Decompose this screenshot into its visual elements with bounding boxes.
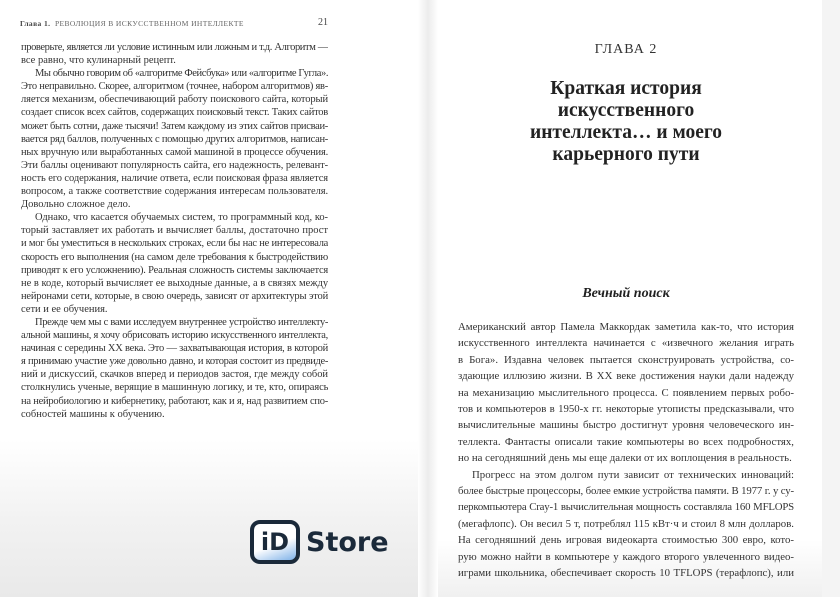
- text-line: ных вручную или выработанных самой машиной в процессе обучения.: [21, 146, 328, 158]
- text-line: Прежде чем мы с вами исследуем внутреннее устройство интеллекту-: [35, 316, 328, 328]
- running-head-chapter: Глава 1.: [20, 19, 51, 28]
- text-line: перкомпьютера Cray-1 вычислительная мощность составляла 160 MFLOPS: [458, 501, 794, 514]
- text-line: На сегодняшний день игровая видеокарта стоимостью 300 евро, кото-: [458, 534, 794, 547]
- text-line: начиная с середины XX века. Это — захватывающая история, в которой: [21, 343, 328, 355]
- idstore-watermark-logo: [250, 520, 389, 564]
- text-line: вычислительные машины быстро достигнут уровня человеческого ин-: [458, 419, 794, 432]
- text-line: на механизацию мыслительного процесса. С появлением первых робо-: [458, 386, 794, 399]
- text-line: Это неправильно. Скорее, алгоритмом (точнее, набором алгоритмов) яв-: [21, 81, 328, 93]
- chapter-title-line: интеллекта… и моего: [529, 122, 723, 143]
- text-line: вопросом, а также соответствие содержания интересам пользователя.: [21, 186, 328, 198]
- text-line: Прогресс на этом долгом пути зависит от технических инноваций:: [472, 468, 794, 481]
- text-line: нейронами сети, которые, в свою очередь, зависят от архитектуры этой: [21, 290, 328, 302]
- text-line: (мегафлопс). Он весил 5 т, потреблял 115 кВт·ч и стоил 8 млн долларов.: [458, 517, 794, 530]
- text-line: все равно, что кулинарный рецепт.: [21, 55, 176, 67]
- text-line: вается ряд баллов, полученных с помощью других алгоритмов, написан-: [21, 133, 328, 145]
- text-line: приводят к его усложнению). Реальная сложность системы заключается: [21, 264, 328, 276]
- text-line: но на сегодняшний день мы еще далеки от их воплощения в реальность.: [458, 452, 792, 465]
- text-line: и мог бы уместиться в нескольких строках, если бы нас не интересовала: [21, 238, 328, 250]
- running-head-title: РЕВОЛЮЦИЯ В ИСКУССТВЕННОМ ИНТЕЛЛЕКТЕ: [54, 19, 244, 28]
- text-line: ность его содержания, наличие ответа, если поисковая фраза является: [21, 172, 328, 184]
- page-number: 21: [318, 17, 328, 28]
- text-line: искусственного интеллекта начинается с «извечного желания играть: [458, 337, 794, 350]
- text-line: создает список всех сайтов, содержащих поисковый текст. Таких сайтов: [21, 107, 328, 119]
- logo-mark: iD: [250, 520, 300, 564]
- text-line: скорость его выполнения (на самом деле требования к быстродействию: [21, 251, 328, 263]
- text-line: ний и дискуссий, скачков вперед и периодов застоя, где между собой: [21, 369, 328, 381]
- left-body-text: [21, 41, 328, 421]
- section-title: Вечный поиск: [582, 286, 670, 301]
- text-line: теллекта. Фантасты описали такие компьютеры во всех подробностях,: [458, 435, 794, 448]
- text-line: может быть сотни, даже тысячи! Затем каждому из этих сайтов присваи-: [21, 120, 328, 132]
- text-line: ляется механизм, обеспечивающий работу поискового сайта, который: [21, 94, 328, 106]
- running-head: [20, 19, 310, 28]
- text-line: Эти баллы оценивают популярность сайта, его надежность, релевант-: [21, 159, 328, 171]
- chapter-title-line: Краткая история: [550, 78, 702, 99]
- text-line: торый заставляет их работать и вычисляет баллы, достаточно прост: [21, 225, 328, 237]
- text-line: играми школьника, обеспечивает скорость 10 TFLOPS (терафлопс), или: [458, 567, 794, 580]
- text-line: альной машины, я хочу обрисовать историю искусственного интеллекта,: [21, 330, 328, 342]
- chapter-title-line: карьерного пути: [552, 144, 700, 165]
- chapter-title: [430, 78, 822, 166]
- chapter-label: ГЛАВА 2: [594, 42, 658, 57]
- text-line: собностей машины к обучению.: [21, 408, 165, 420]
- text-line: Американский автор Памела Маккордак заметила как-то, что история: [458, 321, 794, 333]
- chapter-title-line: искусственного: [557, 100, 695, 121]
- text-line: Однако, что касается обучаемых систем, то программный код, ко-: [35, 212, 328, 224]
- text-line: проверьте, является ли условие истинным или ложным и т.д. Алгоритм —: [21, 42, 328, 53]
- text-line: сети и ее обучения.: [21, 303, 108, 315]
- text-line: не в коде, который вычисляет ее выходные данные, а в связях между: [21, 277, 328, 289]
- text-line: здающие иллюзию жизни. В XX веке достижения науки дали надежду: [458, 370, 794, 383]
- right-body-text: [458, 319, 794, 582]
- text-line: рую можно найти в компьютере у каждого второго увлеченного видео-: [458, 550, 794, 563]
- text-line: в Бога». Издавна человек пытается сконструировать устройства, со-: [458, 353, 794, 366]
- text-line: тов и компьютеров в 1950-х гг. некоторые утописты предсказывали, что: [458, 403, 794, 416]
- text-line: на нейробиологию и кибернетику, работают, как и я, над развитием спо-: [21, 395, 328, 407]
- text-line: столкнулись ученые, верящие в машинную логику, и те, кто, опираясь: [21, 382, 328, 394]
- text-line: Довольно сложное дело.: [21, 199, 131, 211]
- text-line: я принимаю участие уже довольно давно, и которая состоит из предвиде-: [21, 356, 328, 368]
- text-line: более быстрые процессоры, более емкие устройства памяти. В 1977 г. у су-: [458, 485, 794, 498]
- logo-word: Store: [306, 526, 389, 558]
- text-line: Мы обычно говорим об «алгоритме Фейсбука» или «алгоритме Гугла».: [35, 68, 328, 80]
